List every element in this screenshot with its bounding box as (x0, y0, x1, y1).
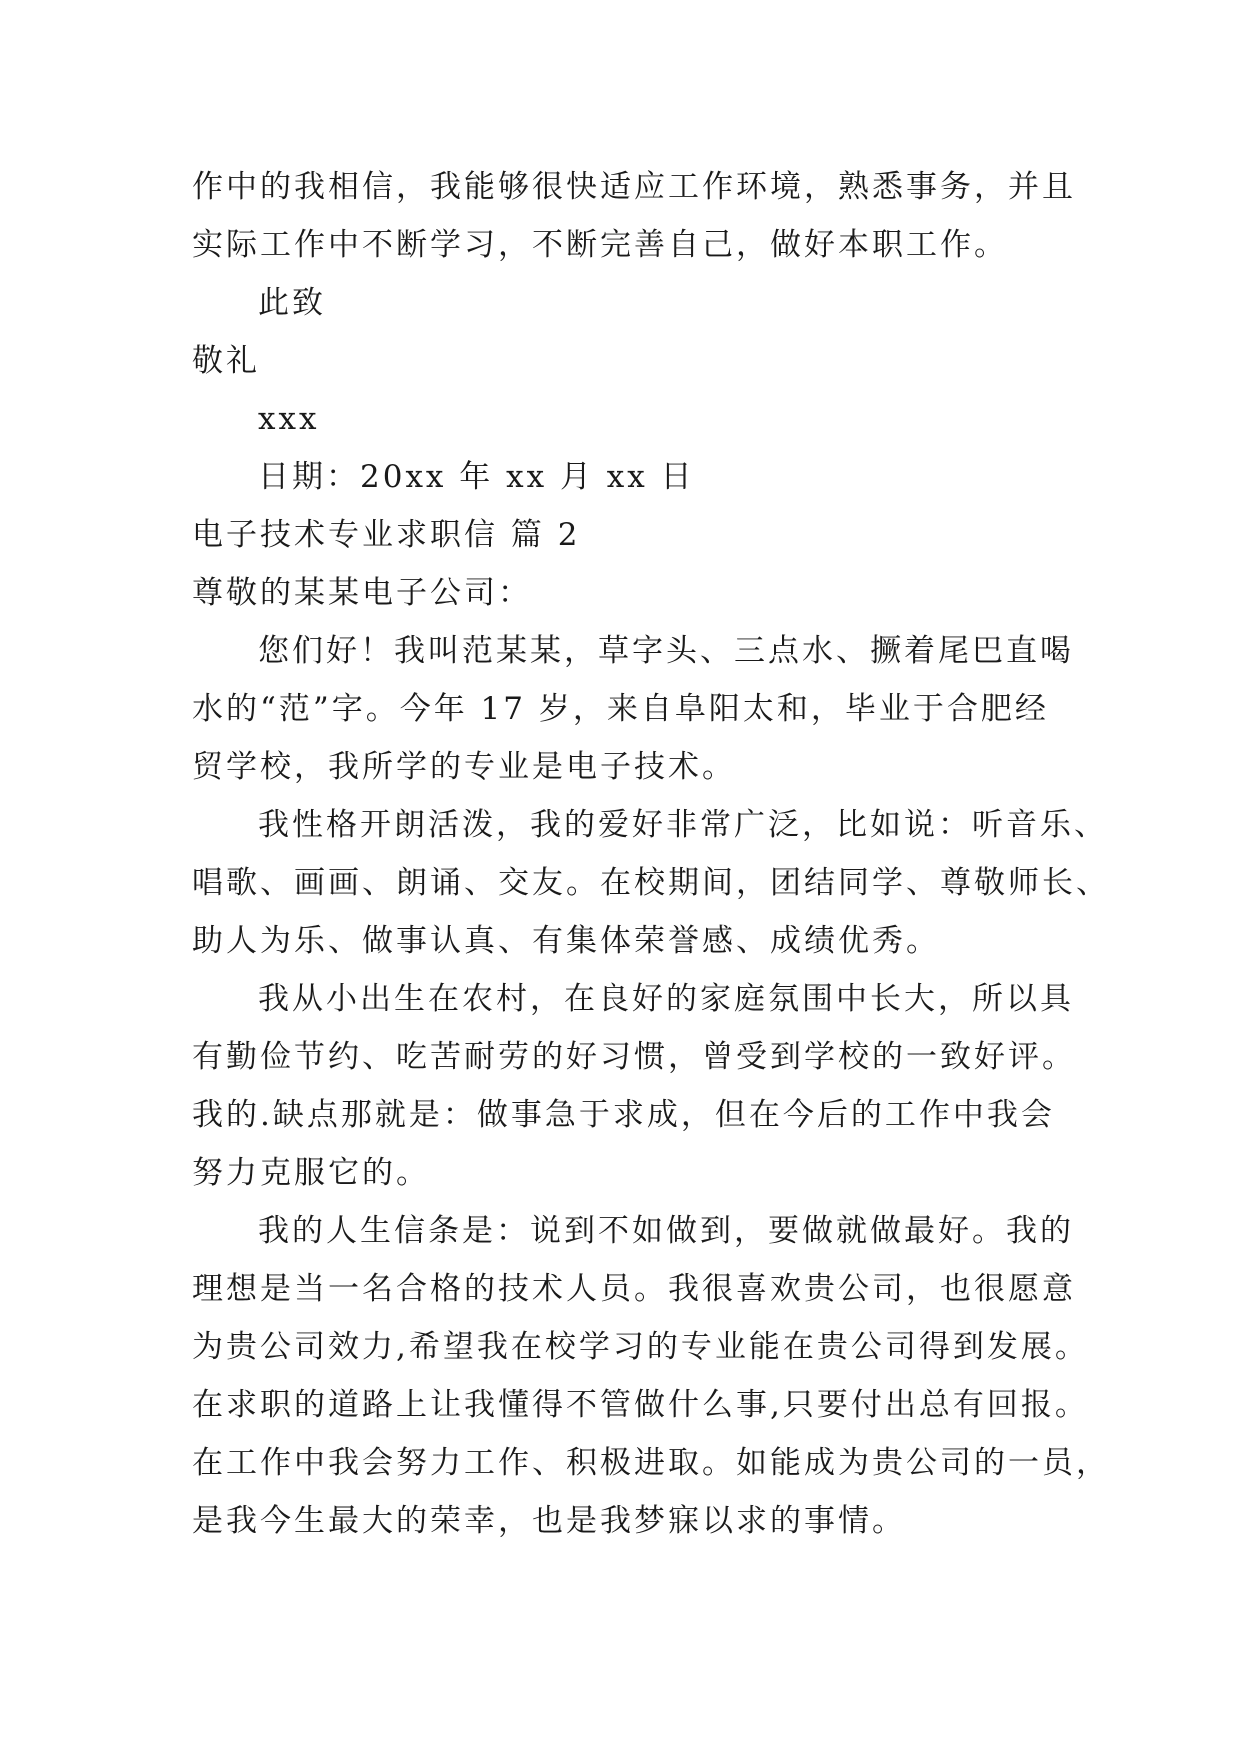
text-line: 实际工作中不断学习，不断完善自己，做好本职工作。 (192, 227, 1008, 263)
text-line: 理想是当一名合格的技术人员。我很喜欢贵公司，也很愿意 (192, 1271, 1076, 1307)
text-line: 我的人生信条是：说到不如做到，要做就做最好。我的 (258, 1213, 1074, 1249)
section-heading: 电子技术专业求职信 篇 2 (192, 517, 581, 553)
text-line: 我的.缺点那就是：做事急于求成，但在今后的工作中我会 (192, 1097, 1055, 1133)
text-line: 在工作中我会努力工作、积极进取。如能成为贵公司的一员， (192, 1445, 1110, 1481)
text-line: 我从小出生在农村，在良好的家庭氛围中长大，所以具 (258, 981, 1074, 1017)
text-line: 贸学校，我所学的专业是电子技术。 (192, 749, 736, 785)
closing-salutation: 此致 (258, 285, 326, 321)
text-line: 是我今生最大的荣幸，也是我梦寐以求的事情。 (192, 1503, 906, 1539)
text-line: 助人为乐、做事认真、有集体荣誉感、成绩优秀。 (192, 923, 940, 959)
letter-greeting: 尊敬的某某电子公司： (192, 575, 532, 611)
text-line: 在求职的道路上让我懂得不管做什么事,只要付出总有回报。 (192, 1387, 1089, 1423)
signature-date: 日期：20xx 年 xx 月 xx 日 (258, 459, 695, 495)
text-line: 作中的我相信，我能够很快适应工作环境，熟悉事务，并且 (192, 169, 1076, 205)
text-line: 有勤俭节约、吃苦耐劳的好习惯，曾受到学校的一致好评。 (192, 1039, 1076, 1075)
text-line: 为贵公司效力,希望我在校学习的专业能在贵公司得到发展。 (192, 1329, 1089, 1365)
text-line: 您们好！我叫范某某，草字头、三点水、撅着尾巴直喝 (258, 633, 1074, 669)
text-line: 我性格开朗活泼，我的爱好非常广泛，比如说：听音乐、 (258, 807, 1108, 843)
signature-name: xxx (258, 401, 320, 437)
text-line: 唱歌、画画、朗诵、交友。在校期间，团结同学、尊敬师长、 (192, 865, 1110, 901)
text-line: 努力克服它的。 (192, 1155, 430, 1191)
closing-regards: 敬礼 (192, 343, 260, 379)
text-line: 水的“范”字。今年 17 岁，来自阜阳太和，毕业于合肥经 (192, 691, 1049, 727)
